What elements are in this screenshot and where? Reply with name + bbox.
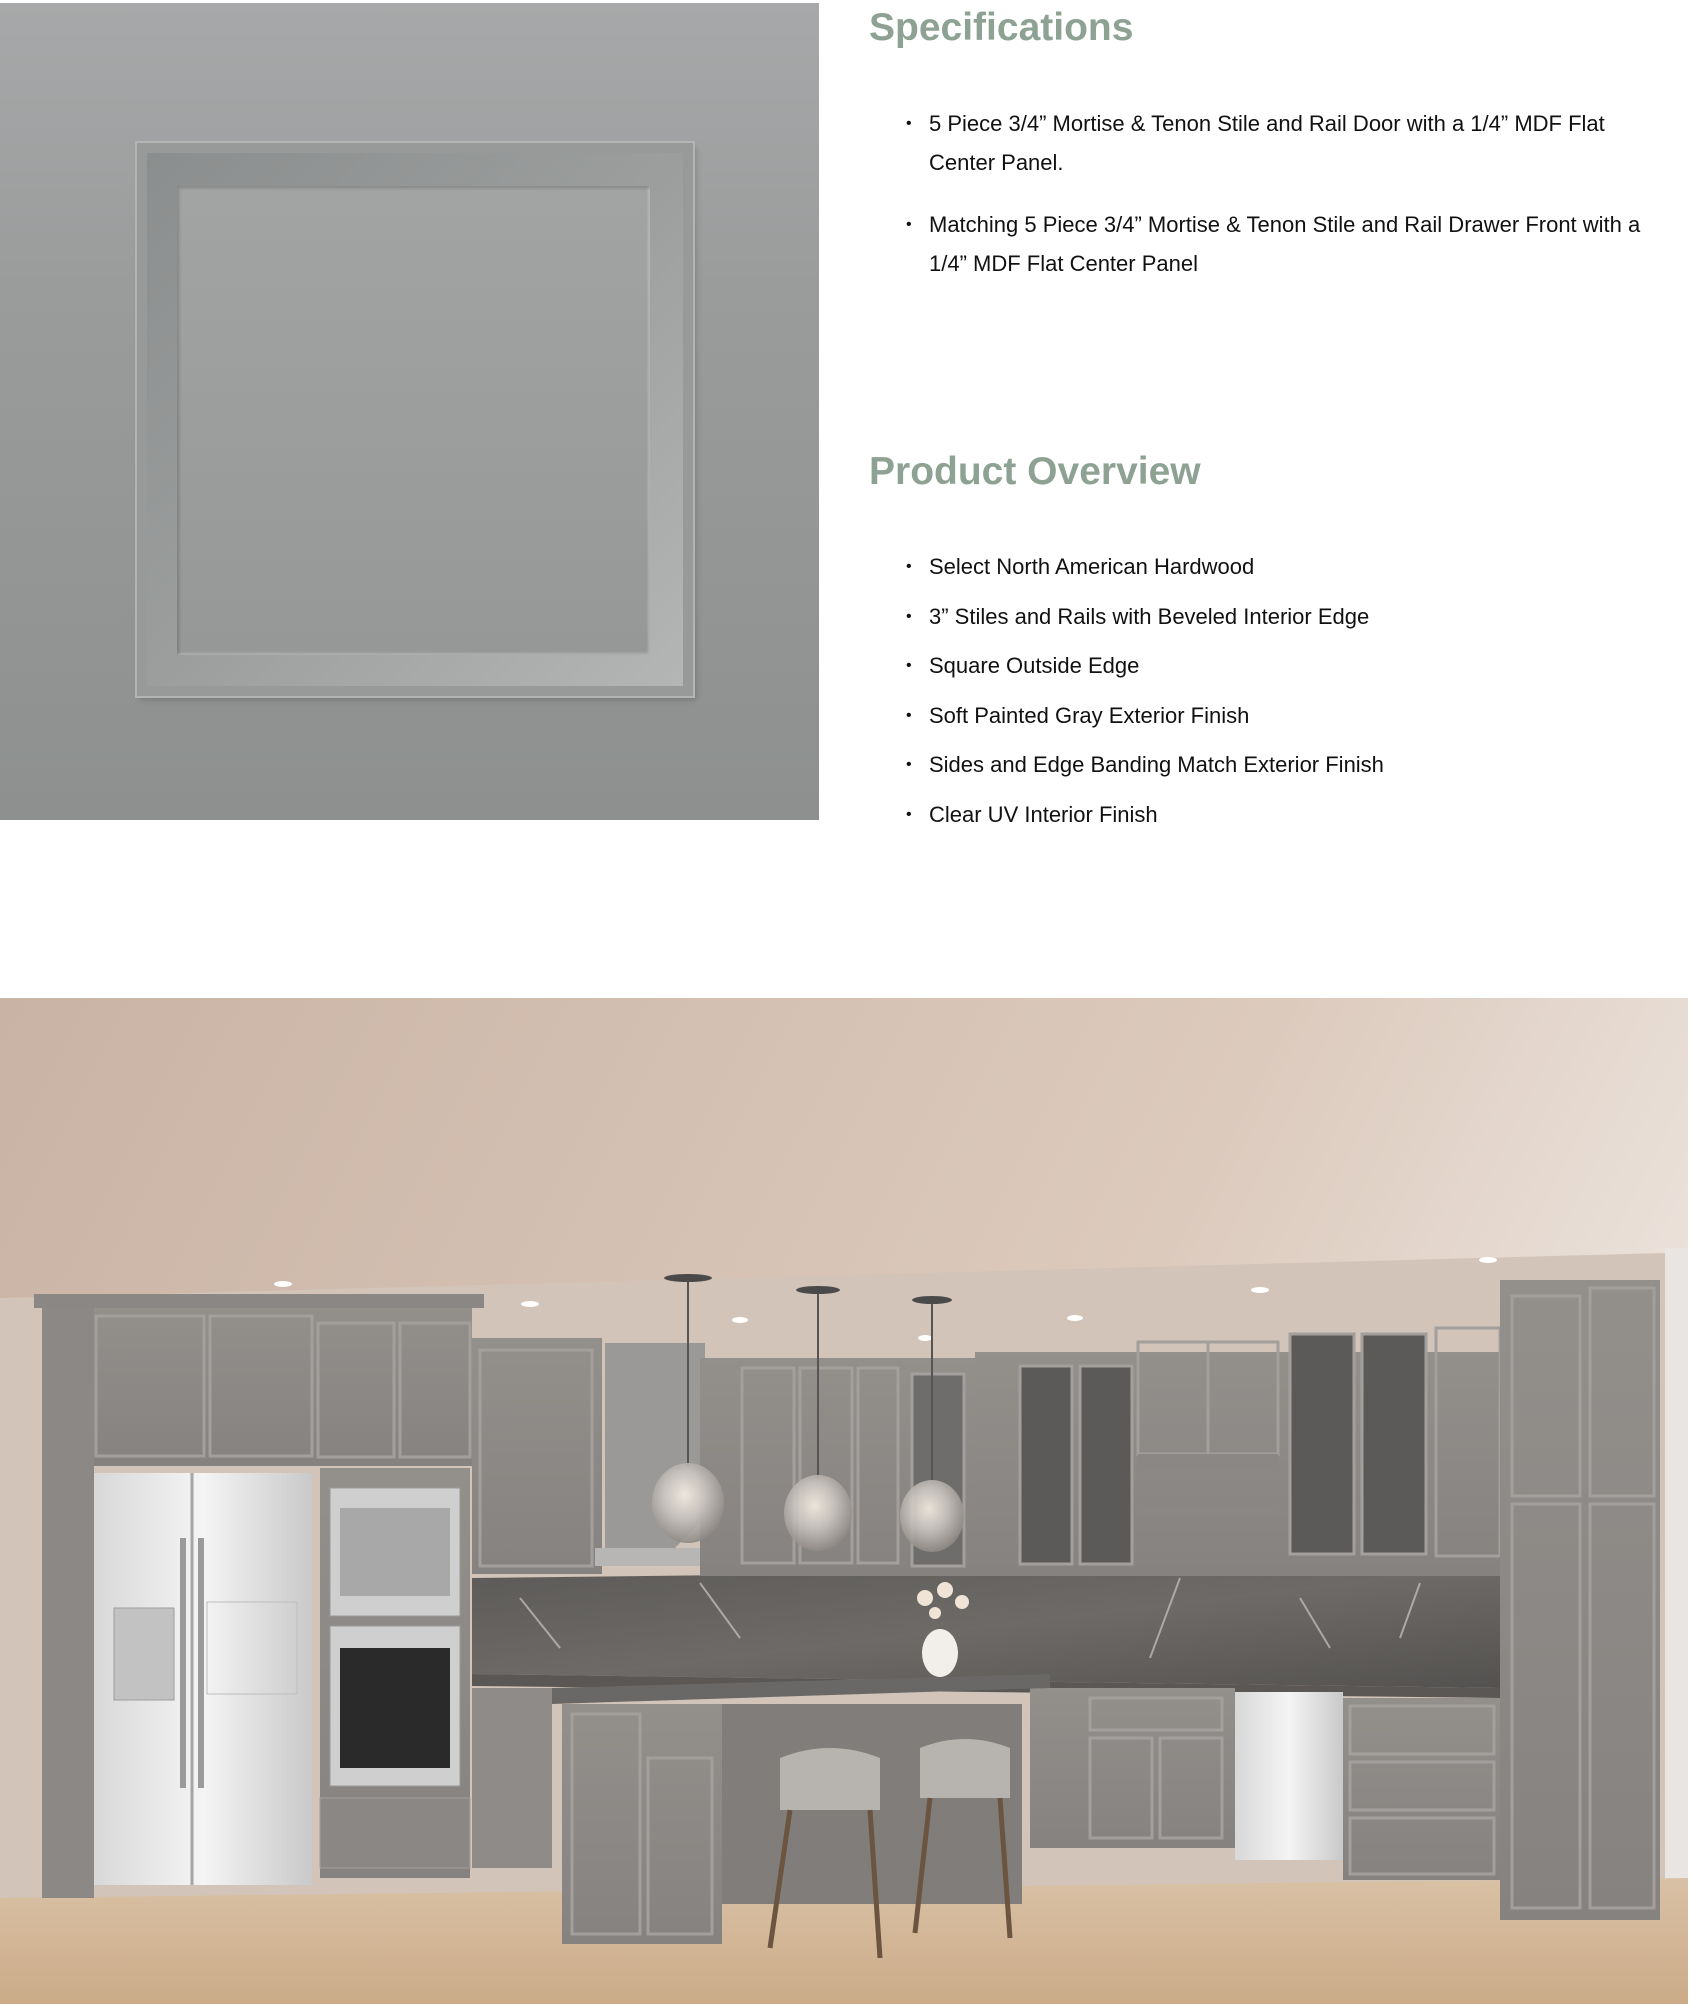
specifications-list	[929, 104, 1669, 306]
overview-item: • Select North American Hardwood	[929, 547, 1669, 586]
overview-item: • Soft Painted Gray Exterior Finish	[929, 696, 1669, 735]
overview-item: • Sides and Edge Banding Match Exterior Finish	[929, 745, 1669, 784]
overview-item: • Clear UV Interior Finish	[929, 795, 1669, 834]
overview-item: • 3” Stiles and Rails with Beveled Interior Edge	[929, 597, 1669, 636]
specifications-heading: Specifications	[869, 6, 1134, 49]
kitchen-illustration	[0, 998, 1688, 2004]
product-overview-list	[929, 547, 1669, 845]
kitchen-scene-image	[0, 998, 1688, 2004]
door-center-panel	[177, 186, 650, 655]
door-sample-image	[0, 3, 819, 820]
door-raised-frame	[137, 143, 693, 696]
overview-item: • Square Outside Edge	[929, 646, 1669, 685]
door-bevel	[147, 153, 683, 686]
product-overview-heading: Product Overview	[869, 450, 1201, 493]
spec-item: • 5 Piece 3/4” Mortise & Tenon Stile and Rail Door with a 1/4” MDF Flat Center Panel.	[929, 104, 1669, 182]
spec-item: • Matching 5 Piece 3/4” Mortise & Tenon Stile and Rail Drawer Front with a 1/4” MDF Flat Center Panel	[929, 205, 1669, 283]
